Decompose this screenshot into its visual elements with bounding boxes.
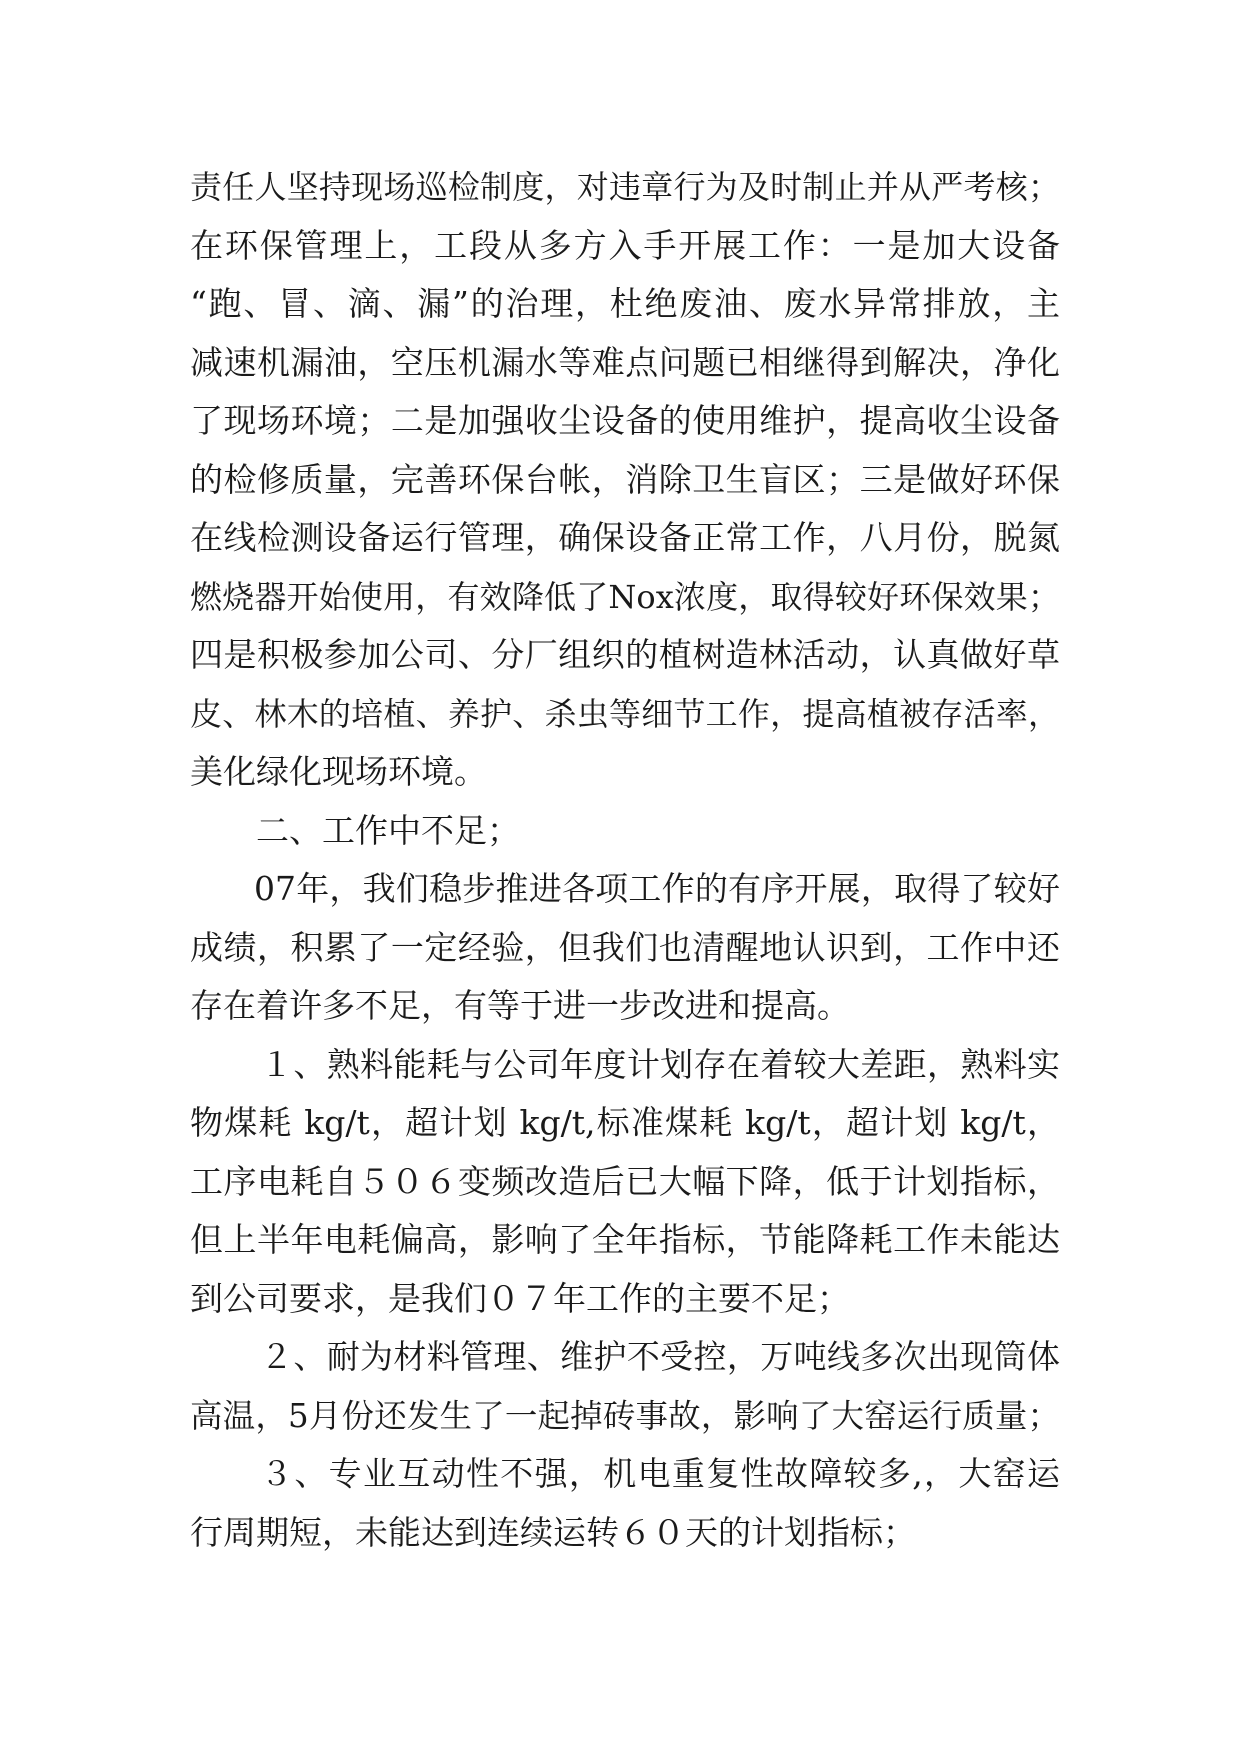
text-line: 存在着许多不足，有等于进一步改进和提高。 [190,986,850,1025]
paragraph-summary [190,860,1060,1036]
paragraph-item-2 [190,1328,1060,1445]
text-line: 了现场环境；二是加强收尘设备的使用维护，提高收尘设备 [190,401,1060,440]
paragraph-environment [190,158,1060,802]
text-line: 07年，我们稳步推进各项工作的有序开展，取得了较好 [254,869,1060,908]
body-text [190,158,1060,1562]
paragraph-item-1 [190,1036,1060,1329]
text-line: 物煤耗 kg/t，超计划 kg/t,标准煤耗 kg/t，超计划 kg/t， [190,1103,1060,1142]
text-line: 到公司要求，是我们０７年工作的主要不足； [190,1278,850,1318]
text-line: 燃烧器开始使用，有效降低了Nox浓度，取得较好环保效果； [190,577,1060,616]
text-line: 的检修质量，完善环保台帐，消除卫生盲区；三是做好环保 [190,459,1060,499]
text-line: 行周期短，未能达到连续运转６０天的计划指标； [190,1512,916,1552]
text-line: ２、耐为材料管理、维护不受控，万吨线多次出现筒体 [260,1337,1060,1376]
text-line: 在线检测设备运行管理，确保设备正常工作，八月份，脱氮 [190,518,1060,557]
text-line: 减速机漏油，空压机漏水等难点问题已相继得到解决，净化 [190,342,1060,382]
text-line: 美化绿化现场环境。 [190,752,487,791]
text-line: 工序电耗自５０６变频改造后已大幅下降，低于计划指标， [190,1161,1060,1201]
text-line: 成绩，积累了一定经验，但我们也清醒地认识到，工作中还 [190,927,1060,967]
text-line: ３、专业互动性不强，机电重复性故障较多,，大窑运 [260,1454,1060,1493]
text-line: 在环保管理上，工段从多方入手开展工作：一是加大设备 [190,225,1060,265]
text-line: 四是积极参加公司、分厂组织的植树造林活动，认真做好草 [190,635,1060,674]
paragraph-item-3 [190,1445,1060,1562]
text-line: “跑、冒、滴、漏”的治理，杜绝废油、废水异常排放，主 [190,284,1060,323]
text-line: 责任人坚持现场巡检制度，对违章行为及时制止并从严考核； [190,168,1060,206]
heading-text: 二、工作中不足； [256,810,520,850]
text-line: 但上半年电耗偏高，影响了全年指标，节能降耗工作未能达 [190,1220,1060,1259]
section-heading [190,802,1060,861]
text-line: １、熟料能耗与公司年度计划存在着较大差距，熟料实 [260,1044,1060,1084]
text-line: 皮、林木的培植、养护、杀虫等细节工作，提高植被存活率， [190,694,1060,733]
text-line: 高温，5月份还发生了一起掉砖事故，影响了大窑运行质量； [190,1396,1060,1435]
